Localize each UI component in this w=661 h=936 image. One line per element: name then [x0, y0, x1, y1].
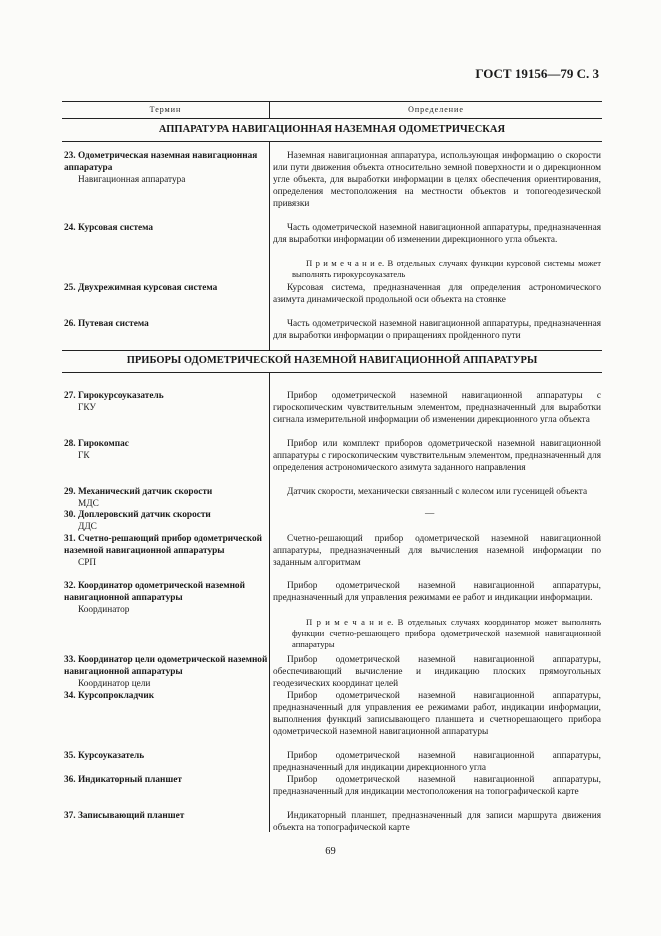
definition-text: Индикаторный планшет, предназначенный для записи маршрута движения объекта на топографической карте [273, 811, 601, 833]
page-number: 69 [325, 846, 336, 857]
column-divider-1 [269, 141, 270, 350]
definition-text: Прибор одометрической наземной навигационной аппаратуры, предназначенный для индикации местоположения на топографической карте [273, 775, 601, 797]
term-37 [64, 810, 268, 822]
term-24 [64, 222, 268, 234]
term-name: 37. Записывающий планшет [64, 811, 185, 821]
term-name: 36. Индикаторный планшет [64, 775, 182, 785]
term-name: 24. Курсовая система [64, 223, 154, 233]
section-title-1: АППАРАТУРА НАВИГАЦИОННАЯ НАЗЕМНАЯ ОДОМЕТРИЧЕСКАЯ [158, 124, 506, 135]
definition-text: Прибор одометрической наземной навигационной аппаратуры, предназначенный для индикации дирекционного угла [273, 751, 601, 773]
definition-32 [273, 580, 601, 604]
term-abbr: СРП [78, 558, 97, 568]
term-abbr: Координатор [78, 605, 130, 615]
definition-31 [273, 533, 601, 569]
term-name: 26. Путевая система [64, 319, 149, 329]
term-abbr: ГКУ [78, 403, 96, 413]
column-header-definition: Определение [408, 105, 464, 114]
definition-29 [273, 486, 601, 498]
term-name: 27. Гирокурсоуказатель [64, 391, 164, 401]
term-28 [64, 438, 268, 462]
section-rule-2-top [62, 350, 602, 351]
term-36 [64, 774, 268, 786]
term-34 [64, 690, 268, 702]
term-31 [64, 533, 268, 569]
note-text: П р и м е ч а н и е. В отдельных случаях функции курсовой системы может выполнять гирокурсоуказатель [292, 258, 601, 279]
definition-text: Прибор одометрической наземной навигационной аппаратуры, обеспечивающий вычисление и индикацию плоских прямоугольных геодезических координат целей [273, 655, 601, 689]
definition-text: Датчик скорости, механически связанный с колесом или гусеницей объекта [287, 487, 588, 497]
definition-23 [273, 150, 601, 210]
definition-text: Часть одометрической наземной навигационной аппаратуры, предназначенная для выработки информации о приращениях пройденного пути [273, 319, 601, 341]
term-name: 35. Курсоуказатель [64, 751, 145, 761]
definition-30: — [425, 509, 435, 519]
term-33 [64, 654, 268, 690]
table-top-rule [62, 101, 602, 102]
term-35 [64, 750, 268, 762]
definition-34 [273, 690, 601, 738]
definition-24 [273, 222, 601, 246]
definition-35 [273, 750, 601, 774]
term-name: 32. Координатор одометрической наземной навигационной аппаратуры [64, 581, 245, 603]
definition-28 [273, 438, 601, 474]
definition-text: Прибор или комплект приборов одометрической наземной навигационной аппаратуры с гироскопическим чувствительным элементом, предназначенный для определения астрономического азимута заданного направления [273, 439, 601, 473]
definition-26 [273, 318, 601, 342]
note-24 [292, 258, 601, 280]
term-abbr: МДС [78, 499, 99, 509]
definition-text: Часть одометрической наземной навигационной аппаратуры, предназначенная для выработки информации об изменении дирекционного угла объекта. [273, 223, 601, 245]
definition-25 [273, 282, 601, 306]
term-29 [64, 486, 268, 510]
term-name: 30. Доплеровский датчик скорости [64, 510, 211, 520]
definition-text: Прибор одометрической наземной навигационной аппаратуры, предназначенный для управления режимами ее работ и индикации информации. [273, 581, 601, 603]
term-name: 34. Курсопрокладчик [64, 691, 155, 701]
note-text: П р и м е ч а н и е. В отдельных случаях координатор может выполнять функции счетно-решающего прибора одометрической наземной навигационной аппаратуры [292, 617, 601, 649]
column-divider-2 [269, 372, 270, 832]
term-name: 23. Одометрическая наземная навигационная аппаратура [64, 151, 258, 173]
term-name: 31. Счетно-решающий прибор одометрической наземной навигационной аппаратуры [64, 534, 262, 556]
section-rule-1 [62, 141, 602, 142]
term-name: 33. Координатор цели одометрической наземной навигационной аппаратуры [64, 655, 268, 677]
term-abbr: Координатор цели [78, 679, 151, 689]
term-name: 28. Гирокомпас [64, 439, 129, 449]
definition-text: Прибор одометрической наземной навигационной аппаратуры с гироскопическим чувствительным элементом, предназначенный для выработки сигнала измерительной информации об изменении дирекционного угла объекта [273, 391, 601, 425]
term-abbr: ГК [78, 451, 90, 461]
page-header: ГОСТ 19156—79 С. 3 [475, 66, 599, 81]
term-30 [64, 509, 268, 533]
definition-text: Курсовая система, предназначенная для определения астрономического азимута динамической продольной оси объекта на стоянке [273, 283, 601, 305]
term-27 [64, 390, 268, 414]
term-name: 25. Двухрежимная курсовая система [64, 283, 218, 293]
header-divider [269, 101, 270, 118]
term-23 [64, 150, 268, 186]
definition-text: Наземная навигационная аппаратура, использующая информацию о скорости или пути движения объекта относительно земной поверхности и о дирекционном угле объекта, для выработки информации в целях обеспечения ориентирования, определения местоположения на местности объектов и топогеодезической привязки [273, 151, 601, 209]
header-rule [62, 118, 602, 119]
column-header-term: Термин [149, 105, 182, 114]
definition-37 [273, 810, 601, 834]
definition-36 [273, 774, 601, 798]
definition-text: Прибор одометрической наземной навигационной аппаратуры, предназначенный для управления ее режимами работ, индикации информации, выполнения функций записывающего планшета и счетнорешающего прибора одометрической наземной навигационной аппаратуры [273, 691, 601, 737]
term-abbr: Навигационная аппаратура [78, 175, 186, 185]
definition-text: Счетно-решающий прибор одометрической наземной навигационной аппаратуры, предназначенный для вычисления наземной информации по заданным алгоритмам [273, 534, 601, 568]
term-25 [64, 282, 268, 294]
note-32 [292, 617, 601, 650]
section-title-2: ПРИБОРЫ ОДОМЕТРИЧЕСКОЙ НАЗЕМНОЙ НАВИГАЦИОННОЙ АППАРАТУРЫ [126, 355, 538, 366]
definition-27 [273, 390, 601, 426]
term-32 [64, 580, 268, 616]
term-name: 29. Механический датчик скорости [64, 487, 213, 497]
term-26 [64, 318, 268, 330]
term-abbr: ДДС [78, 522, 97, 532]
definition-33 [273, 654, 601, 690]
section-rule-2 [62, 372, 602, 373]
